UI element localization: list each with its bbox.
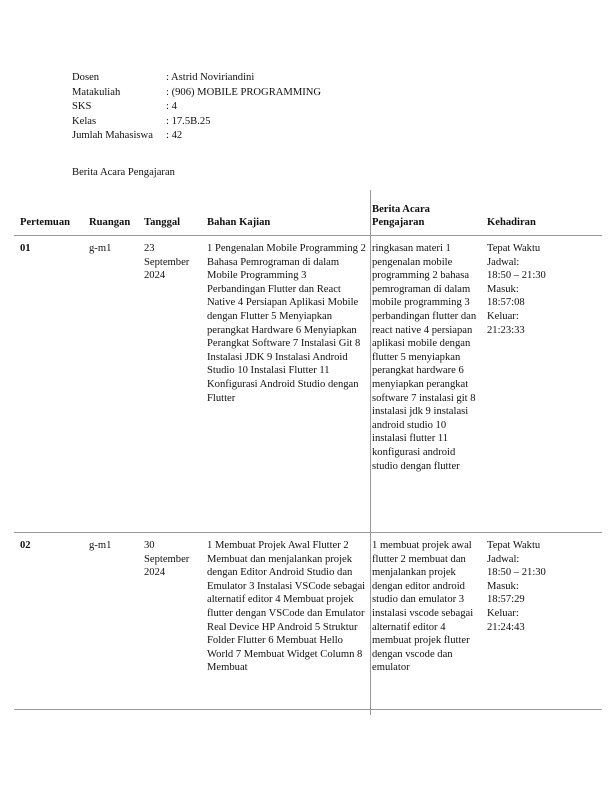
info-row-kelas xyxy=(72,115,321,130)
table-row xyxy=(14,533,602,710)
info-label: Kelas xyxy=(72,115,97,127)
bahan-kajian-text: 1 Membuat Projek Awal Flutter 2 Membuat dan menjalankan projek dengan Editor Android Studio dan Emulator 3 Instalasi VSCode sebagai alternatif editor 4 Membuat projek flutter dengan VSCode dan Emulator Real Device HP Android 5 Struktur Folder Flutter 6 Membuat Hello World 7 Membuat Widget Column 8 Membuat xyxy=(207,540,366,674)
table-row xyxy=(14,236,602,533)
cell-tanggal: 30 September 2024 xyxy=(141,533,204,710)
info-row-dosen xyxy=(72,71,321,86)
column-header-ruangan: Ruangan xyxy=(86,190,141,236)
cell-berita-acara: ringkasan materi 1 pengenalan mobile programming 2 bahasa pemrograman di dalam mobile programming 3 perbandingan flutter dan react native 4 persiapan aplikasi mobile dengan flutter 5 menyiapkan perangkat hardware 6 menyiapkan perangkat software 7 instalasi git 8 instalasi jdk 9 instalasi android studio 10 instalasi flutter 11 konfigurasi android studio dengan flutter xyxy=(369,236,484,533)
kehadiran-status: Tepat Waktu xyxy=(487,243,541,254)
berita-acara-table xyxy=(14,190,602,710)
column-header-bahan-kajian: Bahan Kajian xyxy=(204,190,369,236)
column-header-pertemuan: Pertemuan xyxy=(14,190,86,236)
kehadiran-keluar-label: Keluar: xyxy=(487,310,519,322)
info-row-sks xyxy=(72,100,321,115)
kehadiran-jadwal-label: Jadwal: xyxy=(487,256,520,268)
cell-kehadiran xyxy=(484,236,602,533)
cell-kehadiran xyxy=(484,533,602,710)
kehadiran-keluar: 21:24:43 xyxy=(487,621,525,633)
section-title: Berita Acara Pengajaran xyxy=(72,167,175,178)
kehadiran-jadwal: 18:50 – 21:30 xyxy=(487,567,546,579)
cell-tanggal: 23 September 2024 xyxy=(141,236,204,533)
kehadiran-status: Tepat Waktu xyxy=(487,540,541,551)
cell-bahan-kajian xyxy=(204,533,369,710)
info-label: Dosen xyxy=(72,72,100,83)
info-row-matakuliah xyxy=(72,86,321,101)
cell-pertemuan: 01 xyxy=(14,236,86,533)
table-header-row xyxy=(14,190,602,236)
kehadiran-masuk: 18:57:08 xyxy=(487,297,525,309)
info-value: : (906) MOBILE PROGRAMMING xyxy=(166,86,322,98)
berita-acara-text: 1 membuat projek awal flutter 2 membuat dan menjalankan projek dengan editor android studio dan emulator 3 instalasi vscode sebagai alternatif editor 4 membuat projek flutter dengan vscode dan emulator xyxy=(372,540,474,674)
column-divider xyxy=(370,190,371,715)
cell-ruangan: g-m1 xyxy=(86,533,141,710)
info-value: : 17.5B.25 xyxy=(166,115,211,127)
cell-berita-acara xyxy=(369,533,484,710)
kehadiran-masuk-label: Masuk: xyxy=(487,283,519,295)
column-header-berita-acara: Berita Acara Pengajaran xyxy=(369,190,484,236)
info-label: SKS xyxy=(72,101,92,112)
column-header-tanggal: Tanggal xyxy=(141,190,204,236)
kehadiran-jadwal: 18:50 – 21:30 xyxy=(487,270,546,282)
info-row-jumlah-mahasiswa xyxy=(72,129,321,144)
info-label: Matakuliah xyxy=(72,86,121,98)
kehadiran-keluar: 21:23:33 xyxy=(487,324,525,336)
column-header-kehadiran: Kehadiran xyxy=(484,190,602,236)
info-label: Jumlah Mahasiswa xyxy=(72,130,153,141)
cell-bahan-kajian: 1 Pengenalan Mobile Programming 2 Bahasa Pemrograman di dalam Mobile Programming 3 Perbandingan Flutter dan React Native 4 Persiapan Aplikasi Mobile dengan Flutter 5 Menyiapkan perangkat Hardware 6 Menyiapkan Perangkat Software 7 Instalasi Git 8 Instalasi JDK 9 Instalasi Android Studio 10 Instalasi Flutter 11 Konfigurasi Android Studio dengan Flutter xyxy=(204,236,369,533)
info-value: : Astrid Noviriandini xyxy=(166,72,255,83)
cell-pertemuan: 02 xyxy=(14,533,86,710)
kehadiran-keluar-label: Keluar: xyxy=(487,607,519,619)
kehadiran-masuk-label: Masuk: xyxy=(487,580,519,592)
kehadiran-masuk: 18:57:29 xyxy=(487,594,525,606)
course-info xyxy=(72,71,321,144)
info-value: : 4 xyxy=(166,101,177,112)
cell-ruangan: g-m1 xyxy=(86,236,141,533)
info-value: : 42 xyxy=(166,130,183,141)
kehadiran-jadwal-label: Jadwal: xyxy=(487,553,520,565)
